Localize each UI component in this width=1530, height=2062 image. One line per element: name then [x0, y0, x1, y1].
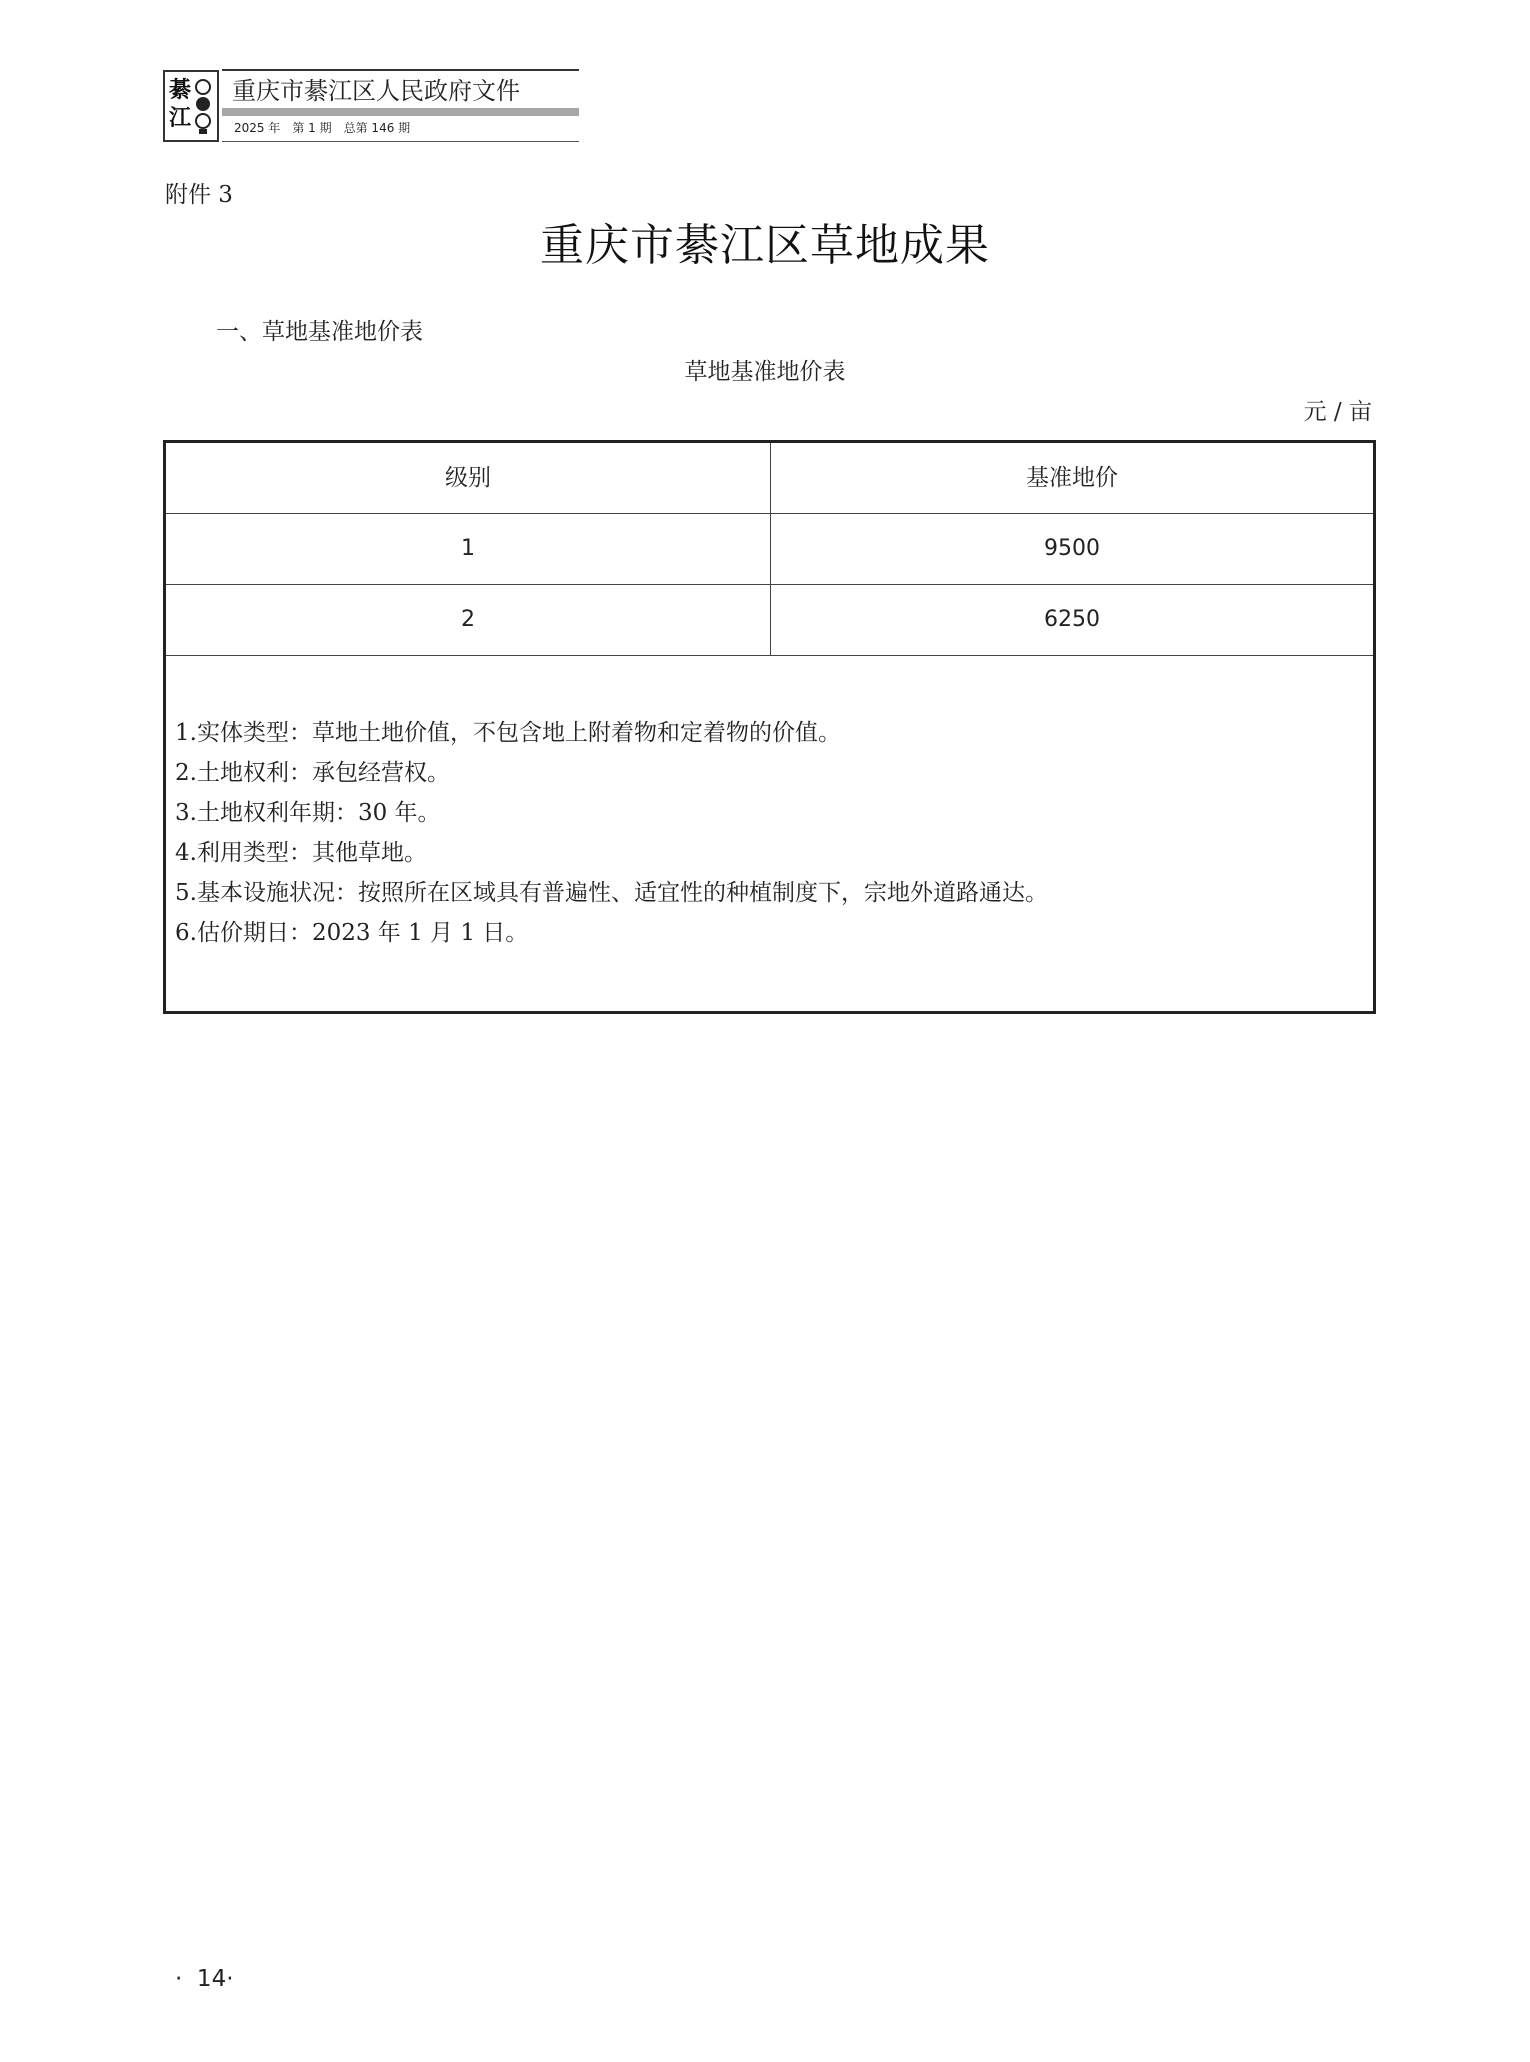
column-header-grade: 级别	[166, 443, 771, 513]
column-header-price: 基准地价	[1026, 465, 1118, 491]
masthead-issue: 2025 年 第 1 期 总第 146 期	[234, 121, 411, 135]
note-line: 5.基本设施状况：按照所在区域具有普遍性、适宜性的种植制度下，宗地外道路通达。	[175, 880, 1048, 906]
logo-seal-icon	[192, 78, 214, 136]
note-line: 4.利用类型：其他草地。	[175, 840, 427, 866]
price-table	[163, 440, 1376, 1014]
price-cell: 9500	[1044, 536, 1100, 561]
note-line: 3.土地权利年期：30 年。	[175, 800, 441, 826]
table-header-row	[166, 443, 1373, 514]
note-line: 1.实体类型：草地土地价值，不包含地上附着物和定着物的价值。	[175, 720, 841, 746]
logo-calligraphy: 綦江	[169, 77, 192, 131]
masthead-bottom-rule	[222, 141, 579, 142]
price-cell: 6250	[1044, 607, 1100, 632]
masthead-title: 重庆市綦江区人民政府文件	[232, 77, 520, 105]
masthead-logo	[163, 70, 219, 142]
masthead-top-rule	[222, 69, 579, 71]
table-notes	[175, 713, 1365, 953]
table-row	[166, 514, 1373, 585]
grade-cell: 1	[166, 514, 771, 584]
section-heading: 一、草地基准地价表	[216, 319, 423, 345]
note-line: 2.土地权利：承包经营权。	[175, 760, 450, 786]
page-number: · 14·	[175, 1966, 234, 1992]
unit-label: 元 / 亩	[1303, 399, 1372, 425]
masthead-gray-bar	[222, 108, 579, 116]
table-caption: 草地基准地价表	[684, 359, 846, 385]
grade-cell: 2	[166, 585, 771, 655]
attachment-label: 附件 3	[165, 182, 233, 208]
document-title: 重庆市綦江区草地成果	[540, 220, 990, 271]
note-line: 6.估价期日：2023 年 1 月 1 日。	[175, 920, 529, 946]
table-row	[166, 585, 1373, 656]
